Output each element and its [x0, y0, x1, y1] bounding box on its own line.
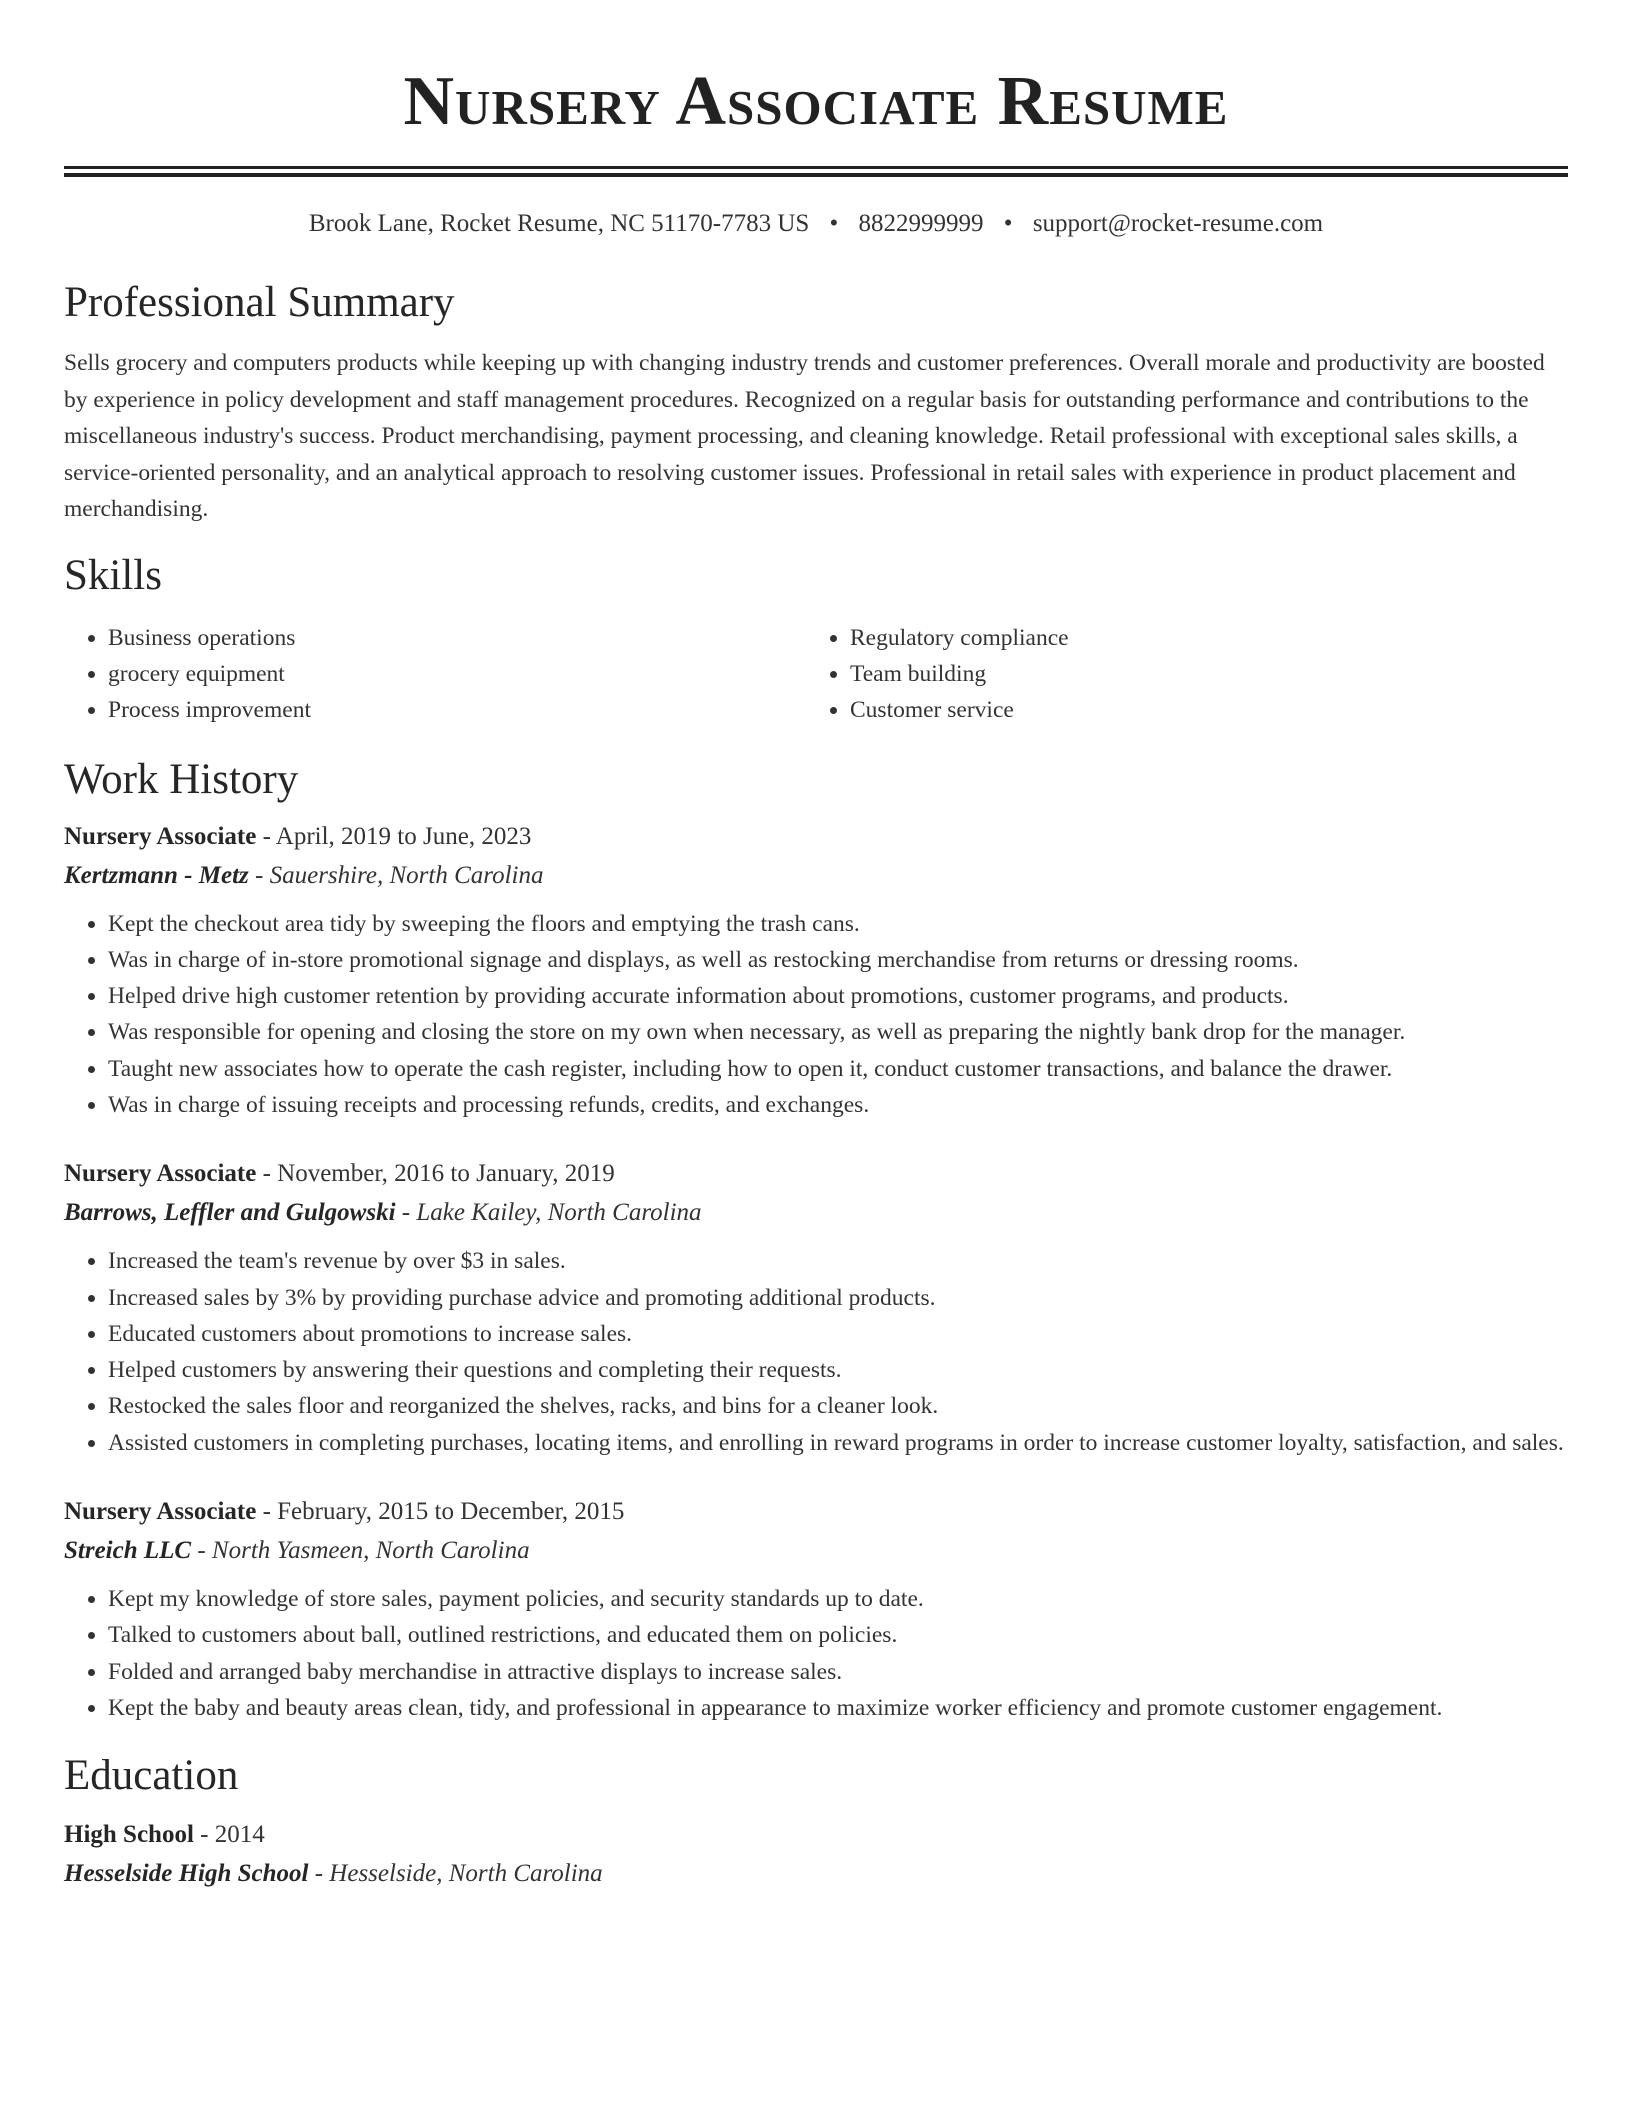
duty-item: • Educated customers about promotions to increase sales. [108, 1316, 1568, 1352]
skill-item: • Team building [850, 656, 1548, 692]
education-school [64, 1854, 1568, 1894]
school-name: Hesselside High School [64, 1860, 309, 1888]
skill-item: • grocery equipment [108, 656, 806, 692]
duty-item: • Talked to customers about ball, outlined restrictions, and educated them on policies. [108, 1617, 1568, 1653]
summary-text: Sells grocery and computers products while keeping up with changing industry trends and customer preferences. Overall morale and productivity are boosted by experience in policy development and staff management procedures. Recognized on a regular basis for outstanding performance and contributions to the miscellaneous industry's success. Product merchandising, payment processing, and cleaning knowledge. Retail professional with exceptional sales skills, a service-oriented personality, and an analytical approach to resolving customer issues. Professional in retail sales with experience in product placement and merchandising. [64, 350, 1545, 522]
company-name: Kertzmann - Metz [64, 861, 249, 889]
duty-item: • Increased sales by 3% by providing purchase advice and promoting additional products. [108, 1280, 1568, 1316]
summary-section [64, 277, 1568, 528]
duty-item: • Kept the baby and beauty areas clean, tidy, and professional in appearance to maximize worker efficiency and promote customer engagement. [108, 1690, 1568, 1726]
job-employer [64, 856, 1568, 896]
job-duties [64, 1581, 1568, 1726]
skills-list-right [806, 620, 1548, 728]
job-title: Nursery Associate [64, 822, 257, 850]
bullet-separator-icon: • [1003, 210, 1013, 237]
job-entry [64, 818, 1568, 1124]
company-name: Barrows, Leffler and Gulgowski [64, 1199, 396, 1227]
separator: - [395, 1199, 417, 1227]
job-location: Sauershire, North Carolina [269, 861, 544, 889]
contact-line [64, 207, 1568, 241]
work-history-heading: Work History [64, 755, 299, 803]
company-name: Streich LLC [64, 1537, 192, 1565]
title-divider [64, 166, 1568, 177]
separator: - [256, 1498, 278, 1526]
job-header [64, 1493, 1568, 1531]
separator: - [248, 861, 270, 889]
duty-item: • Was in charge of issuing receipts and processing refunds, credits, and exchanges. [108, 1087, 1568, 1123]
job-duties [64, 1243, 1568, 1461]
duty-item: • Kept my knowledge of store sales, payment policies, and security standards up to date. [108, 1581, 1568, 1617]
contact-email: support@rocket-resume.com [1032, 210, 1324, 237]
duty-item: • Taught new associates how to operate the cash register, including how to open it, conduct customer transactions, and balance the drawer. [108, 1051, 1568, 1087]
school-location: Hesselside, North Carolina [329, 1860, 603, 1888]
separator: - [191, 1537, 212, 1565]
skills-heading: Skills [64, 551, 162, 599]
job-location: North Yasmeen, North Carolina [211, 1537, 530, 1565]
separator: - [193, 1821, 215, 1849]
job-location: Lake Kailey, North Carolina [416, 1199, 702, 1227]
education-section [64, 1750, 1568, 1894]
skills-section [64, 550, 1568, 728]
job-employer [64, 1193, 1568, 1233]
skill-item: • Process improvement [108, 692, 806, 728]
separator: - [256, 822, 276, 850]
skills-list-left [64, 620, 806, 728]
job-dates: November, 2016 to January, 2019 [277, 1160, 615, 1188]
duty-item: • Helped drive high customer retention by providing accurate information about promotions, customer programs, and products. [108, 978, 1568, 1014]
degree: High School [64, 1821, 194, 1849]
summary-heading: Professional Summary [64, 279, 455, 326]
job-entry [64, 1493, 1568, 1726]
skills-columns [64, 620, 1568, 728]
duty-item: • Assisted customers in completing purchases, locating items, and enrolling in reward programs in order to increase customer loyalty, satisfaction, and sales. [108, 1425, 1568, 1461]
job-entry [64, 1155, 1568, 1461]
contact-phone: 8822999999 [858, 210, 984, 237]
job-title: Nursery Associate [64, 1498, 257, 1526]
skill-item: • Regulatory compliance [850, 620, 1548, 656]
skill-item: • Customer service [850, 692, 1548, 728]
job-header [64, 1155, 1568, 1193]
duty-item: • Folded and arranged baby merchandise in attractive displays to increase sales. [108, 1654, 1568, 1690]
education-heading: Education [64, 1752, 239, 1800]
bullet-separator-icon: • [829, 210, 839, 237]
duty-item: • Helped customers by answering their questions and completing their requests. [108, 1352, 1568, 1388]
duty-item: • Restocked the sales floor and reorganized the shelves, racks, and bins for a cleaner look. [108, 1388, 1568, 1424]
education-header [64, 1816, 1568, 1854]
separator: - [256, 1160, 278, 1188]
education-entry [64, 1816, 1568, 1894]
job-employer [64, 1531, 1568, 1571]
job-duties [64, 906, 1568, 1124]
job-dates: April, 2019 to June, 2023 [275, 822, 532, 850]
job-dates: February, 2015 to December, 2015 [277, 1498, 625, 1526]
page-title: Nursery Associate Resume [403, 63, 1229, 140]
work-history-section [64, 754, 1568, 1727]
graduation-year: 2014 [214, 1821, 265, 1849]
contact-address: Brook Lane, Rocket Resume, NC 51170-7783 US [308, 210, 810, 237]
duty-item: • Was responsible for opening and closing the store on my own when necessary, as well as preparing the nightly bank drop for the manager. [108, 1014, 1568, 1050]
job-header [64, 818, 1568, 856]
skill-item: • Business operations [108, 620, 806, 656]
job-title: Nursery Associate [64, 1160, 257, 1188]
duty-item: • Was in charge of in-store promotional signage and displays, as well as restocking merchandise from returns or dressing rooms. [108, 942, 1568, 978]
separator: - [308, 1860, 330, 1888]
duty-item: • Kept the checkout area tidy by sweeping the floors and emptying the trash cans. [108, 906, 1568, 942]
duty-item: • Increased the team's revenue by over $3 in sales. [108, 1243, 1568, 1279]
